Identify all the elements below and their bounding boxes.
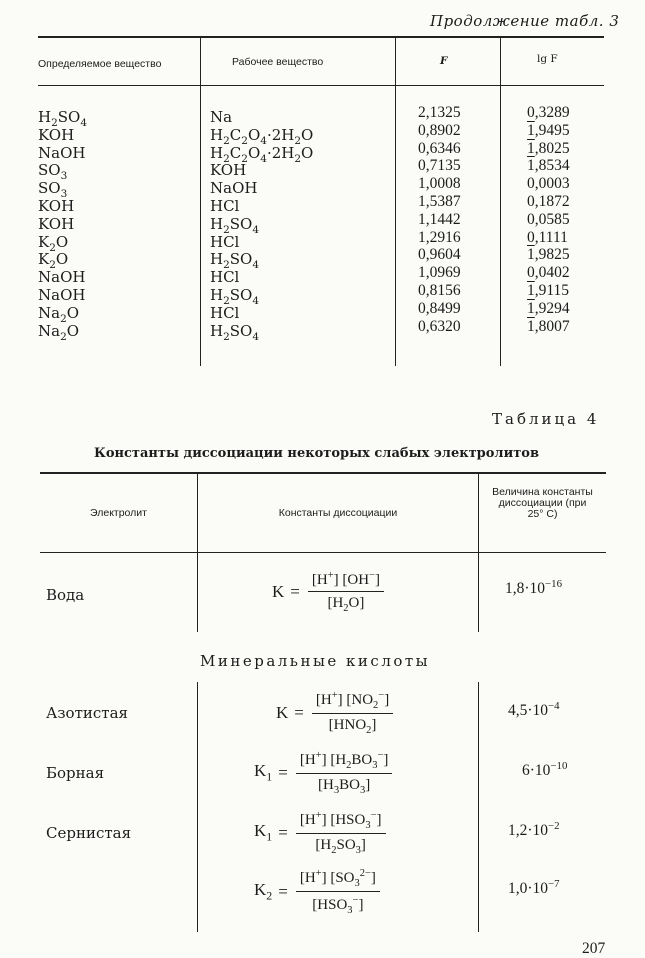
formula-denominator: $[H_2O]$ <box>327 595 365 614</box>
cell-determined: $H_2SO_4$ <box>38 108 88 129</box>
cell-f: 1,0008 <box>418 175 461 193</box>
cell-lgf: 1,9495 <box>527 121 570 139</box>
cell-f: 0,8499 <box>418 299 461 317</box>
cell-f: 0,8156 <box>418 282 461 299</box>
constant-value: $1,8\cdot 10^{-16}$ <box>505 578 563 598</box>
cell-lgf: 1,8025 <box>527 139 570 157</box>
table4-vline-1-top <box>197 472 198 632</box>
formula-denominator: $[HNO_2]$ <box>328 717 377 736</box>
table3-top-rule <box>38 36 604 38</box>
cell-working: HCl <box>210 232 240 251</box>
formula-fraction <box>296 868 380 916</box>
cell-determined: NaOH <box>38 268 86 287</box>
cell-determined: $Na_2O$ <box>38 303 80 325</box>
page-number: 207 <box>582 940 606 957</box>
cell-determined: KOH <box>38 214 75 233</box>
continuation-title: Продолжение табл. 3 <box>430 12 620 30</box>
cell-f: 1,5387 <box>418 193 461 210</box>
formula-lhs: K <box>276 703 289 722</box>
table3-vline-1 <box>200 36 201 366</box>
cell-f: 0,9604 <box>418 246 461 264</box>
constant-value: $1,0\cdot 10^{-7}$ <box>508 878 560 898</box>
section-mineral-acids: Минеральные кислоты <box>200 652 431 670</box>
formula-lhs: K <box>272 582 285 601</box>
cell-lgf: 1,9825 <box>527 246 570 264</box>
constant-value: $6\cdot 10^{-10}$ <box>522 760 568 780</box>
cell-determined: NaOH <box>38 286 86 304</box>
table3-vline-3 <box>500 36 501 366</box>
cell-working: $H_2SO_4$ <box>210 214 260 236</box>
cell-lgf: 0,3289 <box>527 104 570 121</box>
cell-f: 2,1325 <box>418 104 461 121</box>
cell-working: $H_2C_2O_4\cdot 2H_2O$ <box>210 125 314 147</box>
table4-header-rule <box>40 552 606 553</box>
table4-vline-1-bottom <box>197 682 198 932</box>
cell-f: 0,6320 <box>418 317 461 335</box>
cell-lgf: 1,8534 <box>527 157 570 175</box>
cell-determined: NaOH <box>38 143 86 162</box>
formula-lhs: $K_1$ <box>254 821 273 844</box>
constant-value: $1,2\cdot 10^{-2}$ <box>508 820 560 840</box>
cell-determined: KOH <box>38 125 75 144</box>
table4-vline-2-top <box>478 472 479 632</box>
table3-vline-2 <box>395 36 396 366</box>
formula-denominator: $[H_2SO_3]$ <box>315 837 366 856</box>
formula-numerator: [H+] $[HSO_3^-]$ <box>296 810 386 834</box>
cell-f: 1,2916 <box>418 228 461 246</box>
formula-numerator: [H+] $[NO_2^-]$ <box>312 690 393 714</box>
cell-working: NaOH <box>210 179 258 198</box>
formula-fraction <box>312 690 393 736</box>
table3-header-rule <box>38 85 604 86</box>
formula-fraction <box>296 810 386 856</box>
cell-working: HCl <box>210 303 240 322</box>
table4-top-rule <box>40 472 606 474</box>
table4-title: Константы диссоциации некоторых слабых электролитов <box>94 446 540 461</box>
cell-working: $H_2C_2O_4\cdot 2H_2O$ <box>210 143 314 165</box>
formula-denominator: $[H_3BO_3]$ <box>318 777 371 796</box>
cell-f: 1,1442 <box>418 210 461 228</box>
cell-determined: $SO_3$ <box>38 161 68 183</box>
dissociation-formula: $K_1$ = $\frac{[H^+] [HSO_3^-]}{[H_2SO_3]}$ <box>254 810 386 856</box>
cell-determined: $SO_3$ <box>38 179 68 201</box>
formula-fraction <box>308 570 384 614</box>
electrolyte-name: Азотистая <box>46 704 128 722</box>
formula-denominator: $[HSO_3^-]$ <box>312 895 364 916</box>
cell-lgf: 0,1872 <box>527 193 570 210</box>
constant-value: $4,5\cdot 10^{-4}$ <box>508 700 560 720</box>
cell-f: 1,0969 <box>418 264 461 282</box>
table4-label: Таблица 4 <box>492 410 600 428</box>
dissociation-formula: $K_1$ = $\frac{[H^+] [H_2BO_3^-]}{[H_3BO_3]}$ <box>254 750 392 796</box>
dissociation-formula: $K_2$ = $\frac{[H^+] [SO_3^{2-}]}{[HSO_3^-]}$ <box>254 868 380 916</box>
formula-fraction <box>296 750 393 796</box>
table3-header-working: Рабочее вещество <box>232 56 324 68</box>
dissociation-formula: K = $\frac{[H^+] [NO_2^-]}{[HNO_2]}$ <box>276 690 393 736</box>
cell-determined: $K_2O$ <box>38 232 69 254</box>
table4-vline-2-bottom <box>478 682 479 932</box>
cell-working: HCl <box>210 268 240 287</box>
cell-working: $H_2SO_4$ <box>210 250 260 272</box>
formula-lhs: $K_1$ <box>254 761 273 784</box>
cell-working: $H_2SO_4$ <box>210 286 260 307</box>
electrolyte-name: Сернистая <box>46 824 132 842</box>
table4-header-electrolyte: Электролит <box>90 507 147 519</box>
cell-lgf: 1,8007 <box>527 317 570 335</box>
cell-working: KOH <box>210 161 247 180</box>
dissociation-formula: K = $\frac{[H^+] [OH^-]}{[H_2O]}$ <box>272 570 384 614</box>
electrolyte-name: Борная <box>46 764 105 782</box>
table3-header-determined: Определяемое вещество <box>38 58 162 70</box>
cell-lgf: 0,0585 <box>527 210 570 228</box>
cell-f: 0,8902 <box>418 121 461 139</box>
formula-numerator: [H+] $[SO_3^{2-}]$ <box>296 868 380 892</box>
cell-working: HCl <box>210 197 240 215</box>
cell-f: 0,6346 <box>418 139 461 157</box>
formula-numerator: [H+] [OH−] <box>308 570 384 592</box>
formula-lhs: $K_2$ <box>254 880 273 903</box>
table3-header-f: F <box>440 55 448 67</box>
cell-lgf: 1,9294 <box>527 299 570 317</box>
table3-header-lgf: lg F <box>537 53 558 65</box>
formula-numerator: [H+] $[H_2BO_3^-]$ <box>296 750 393 774</box>
cell-determined: $K_2O$ <box>38 250 69 272</box>
table4-header-constants: Константы диссоциации <box>278 507 398 519</box>
cell-determined: $Na_2O$ <box>38 321 80 343</box>
cell-lgf: 0,0003 <box>527 175 570 193</box>
table4-header-value: Величина константы диссоциации (при 25° С) <box>492 486 593 520</box>
cell-lgf: 0,1111 <box>527 228 568 246</box>
cell-determined: KOH <box>38 197 75 215</box>
cell-working: Na <box>210 108 233 126</box>
cell-lgf: 1,9115 <box>527 282 570 299</box>
electrolyte-name: Вода <box>46 586 85 604</box>
cell-f: 0,7135 <box>418 157 461 175</box>
cell-lgf: 0,0402 <box>527 264 570 282</box>
cell-working: $H_2SO_4$ <box>210 321 260 343</box>
